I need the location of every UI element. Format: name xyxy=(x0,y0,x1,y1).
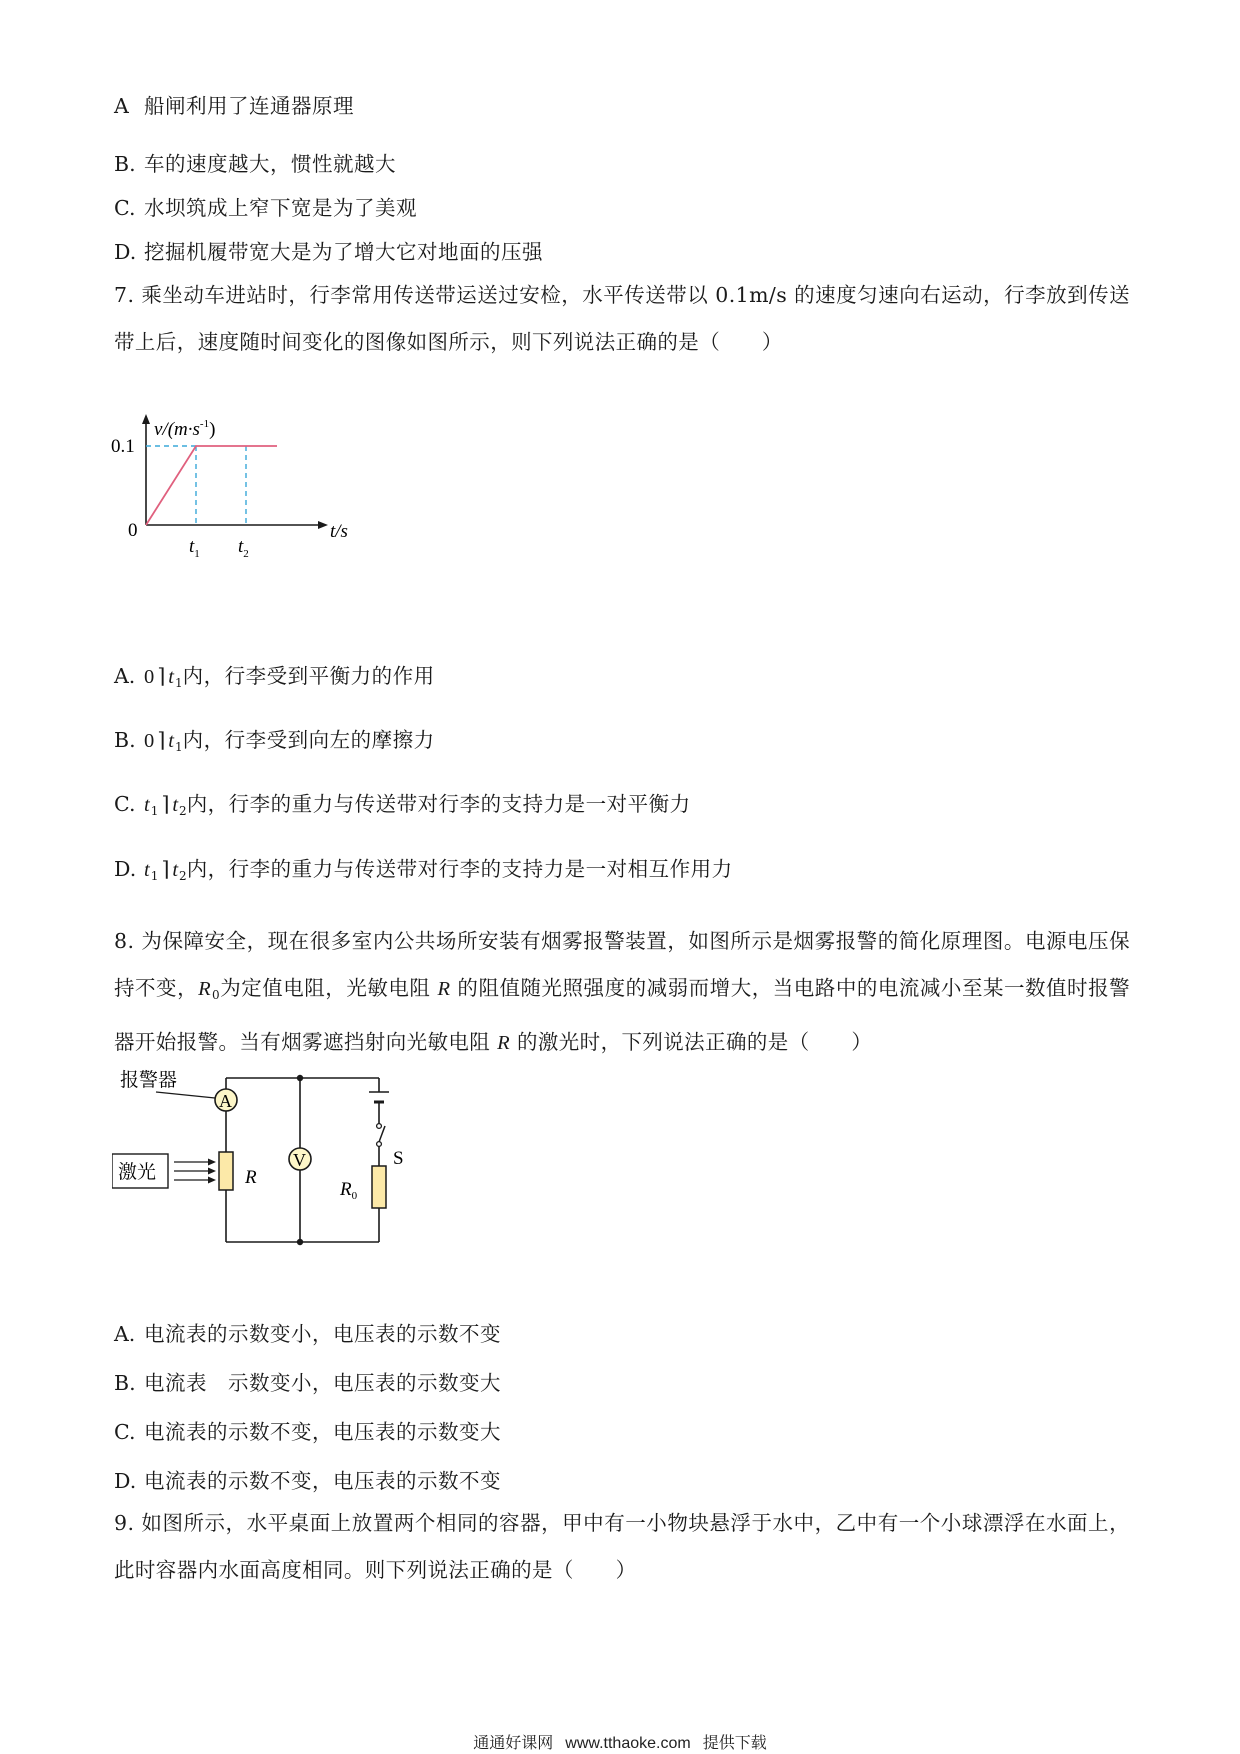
range-separator: ⌉ xyxy=(157,664,166,688)
range-start: t xyxy=(144,794,150,816)
range-end: t xyxy=(168,666,174,688)
range-separator: ⌉ xyxy=(161,857,170,881)
option-key: D. xyxy=(114,1469,137,1493)
option-text: 车的速度越大，惯性就越大 xyxy=(144,152,396,176)
r-symbol: R xyxy=(497,1032,511,1054)
laser-ray-arrow xyxy=(208,1159,216,1166)
fixed-resistor-icon xyxy=(372,1166,386,1208)
q7-stem: 7. 乘坐动车进站时，行李常用传送带运送过安检，水平传送带以 0.1m/s 的速度匀速向右运动，行李放到传送带上后，速度随时间变化的图像如图所示，则下列说法正确的是（ ） xyxy=(114,283,1130,354)
range-end: t xyxy=(172,794,179,816)
option-key: D. xyxy=(114,857,137,881)
photoresistor-icon xyxy=(219,1152,233,1190)
option-key: A. xyxy=(114,664,136,688)
footer-note: 提供下载 xyxy=(702,1735,767,1752)
range-end-sub: 1 xyxy=(174,740,183,754)
alarm-label: 报警器 xyxy=(120,1070,178,1091)
junction-dot xyxy=(297,1239,303,1245)
option-key: D. xyxy=(114,240,137,264)
option-key: A xyxy=(114,94,129,118)
option-text: 电流表的示数不变，电压表的示数不变 xyxy=(144,1469,501,1493)
q6-option-c xyxy=(114,194,1130,222)
option-text: 内，行李的重力与传送带对行李的支持力是一对相互作用力 xyxy=(186,857,733,881)
q8-option-a xyxy=(114,1320,1130,1348)
range-end-sub: 2 xyxy=(179,869,187,883)
option-key: B. xyxy=(114,1371,136,1395)
option-text: 内，行李受到向左的摩擦力 xyxy=(182,728,435,752)
footer-site-link[interactable]: www.tthaoke.com xyxy=(565,1735,691,1752)
ammeter-label: A xyxy=(219,1091,232,1111)
range-start: 0 xyxy=(144,666,155,688)
x-axis-arrow xyxy=(318,521,328,529)
switch-label: S xyxy=(393,1148,404,1169)
q6-option-b xyxy=(114,150,1130,178)
q7-option-b xyxy=(114,726,1130,761)
q8-option-d xyxy=(114,1467,1130,1495)
option-key: C. xyxy=(114,196,136,220)
q6-option-d xyxy=(114,238,1130,266)
y-tick-label: 0.1 xyxy=(111,436,135,457)
range-start-sub: 1 xyxy=(150,869,159,883)
r0-subscript: 0 xyxy=(212,988,221,1002)
switch-contact xyxy=(377,1124,382,1129)
range-end: t xyxy=(172,859,179,881)
alarm-pointer xyxy=(156,1092,215,1098)
photoresistor-label: R xyxy=(245,1167,257,1188)
option-text: 电流表的示数变小，电压表的示数不变 xyxy=(144,1322,501,1346)
option-text: 船闸利用了连通器原理 xyxy=(144,94,354,118)
q7-velocity-time-graph xyxy=(110,412,370,590)
q8-stem-part3: 的阻值随光照强度的减弱而增大，当电路中的电流减小至某一数值时报警器开始报警。当有烟雾遮挡射向光敏电阻 xyxy=(114,976,1130,1054)
range-start: t xyxy=(144,859,150,881)
q8-stem xyxy=(114,918,1130,1067)
q7-option-a xyxy=(114,662,1130,697)
y-axis-arrow xyxy=(142,414,150,424)
origin-label: 0 xyxy=(128,520,138,541)
y-axis-label: $v/(m\cdot s^{-1})$ xyxy=(154,418,216,440)
x-axis-label: t/s xyxy=(330,521,348,542)
range-separator: ⌉ xyxy=(157,728,166,752)
option-text: 电流表 示数变小，电压表的示数变大 xyxy=(144,1371,501,1395)
range-start-sub: 1 xyxy=(150,804,159,818)
laser-ray-arrow xyxy=(208,1177,216,1184)
range-end: t xyxy=(168,730,174,752)
q7-option-c xyxy=(114,790,1130,825)
option-key: C. xyxy=(114,1420,136,1444)
option-text: 电流表的示数不变，电压表的示数变大 xyxy=(144,1420,501,1444)
q8-stem-part1: 8. 为保障安全，现在很多室内公共场所安装有烟雾报警装置，如图所示是烟雾报警的简化原理图。电源电压保持不变， xyxy=(114,929,1130,1000)
r-symbol: R xyxy=(437,978,451,1000)
velocity-curve xyxy=(146,446,277,525)
q8-circuit-diagram xyxy=(112,1062,412,1252)
range-end-sub: 1 xyxy=(174,676,183,690)
option-text: 水坝筑成上窄下宽是为了美观 xyxy=(144,196,417,220)
option-key: B. xyxy=(114,152,136,176)
laser-label: 激光 xyxy=(118,1162,157,1183)
q9-stem: 9. 如图所示，水平桌面上放置两个相同的容器，甲中有一小物块悬浮于水中，乙中有一个小球漂浮在水面上，此时容器内水面高度相同。则下列说法正确的是（ ） xyxy=(114,1511,1130,1582)
q8-option-c xyxy=(114,1418,1130,1446)
laser-ray-arrow xyxy=(208,1168,216,1175)
q8-option-b xyxy=(114,1369,1130,1397)
q8-stem-part2: 为定值电阻，光敏电阻 xyxy=(220,976,438,1000)
option-text: 内，行李的重力与传送带对行李的支持力是一对平衡力 xyxy=(186,792,691,816)
option-key: A. xyxy=(114,1322,136,1346)
switch-contact xyxy=(377,1142,382,1147)
page-footer xyxy=(0,1730,1240,1753)
junction-dot xyxy=(297,1075,303,1081)
option-text: 挖掘机履带宽大是为了增大它对地面的压强 xyxy=(144,240,543,264)
q7-option-d xyxy=(114,855,1130,890)
footer-site-name: 通通好课网 xyxy=(473,1735,554,1752)
t2-label: $t_2$ xyxy=(238,536,249,560)
r0-symbol: R xyxy=(198,978,212,1000)
range-end-sub: 2 xyxy=(179,804,187,818)
option-text: 内，行李受到平衡力的作用 xyxy=(182,664,435,688)
voltmeter-label: V xyxy=(293,1150,306,1170)
t1-label: $t_1$ xyxy=(189,536,200,560)
option-key: C. xyxy=(114,792,136,816)
fixed-resistor-label: $R_0$ xyxy=(340,1179,358,1202)
option-key: B. xyxy=(114,728,136,752)
q6-option-a xyxy=(114,92,1130,120)
q8-stem-part4: 的激光时，下列说法正确的是（ ） xyxy=(510,1030,873,1054)
range-separator: ⌉ xyxy=(161,792,170,816)
range-start: 0 xyxy=(144,730,155,752)
